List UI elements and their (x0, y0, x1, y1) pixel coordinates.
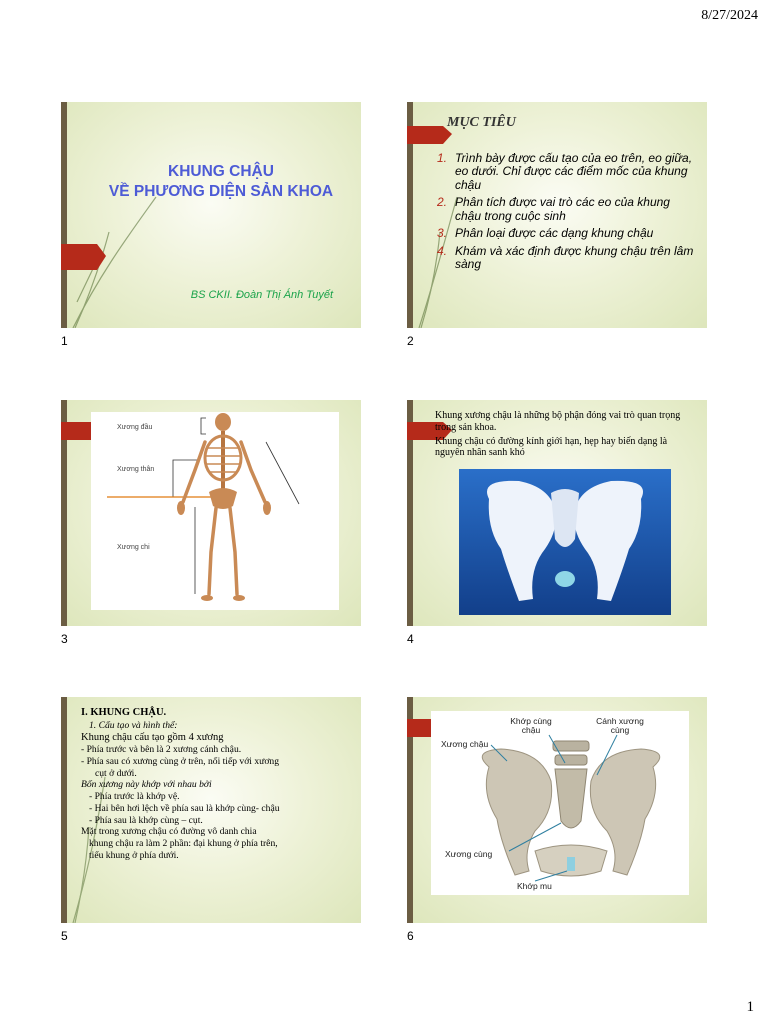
label-khop-mu: Khớp mu (517, 881, 552, 891)
item-text: Khám và xác định được khung chậu trên lâm sàng (455, 243, 694, 272)
text-paragraph: Khung chậu có đường kính giới hạn, hẹp hay biến dạng là nguyên nhân sanh khó (435, 435, 668, 459)
presentation-title (81, 162, 361, 202)
label-xuong-chi: Xương chi (117, 544, 150, 551)
title-line-1: KHUNG CHẬU (168, 163, 274, 180)
slide-3 (61, 400, 361, 626)
slide-number: 6 (407, 929, 414, 943)
text-line: Khung chậu cấu tạo gồm 4 xương (81, 731, 224, 743)
slide-number: 3 (61, 632, 68, 646)
skeleton-figure (91, 412, 339, 610)
slide-number: 1 (61, 334, 68, 348)
text-line: cụt ở dưới. (95, 767, 137, 779)
list-item (437, 245, 699, 272)
list-item (437, 152, 699, 192)
text-line: Bốn xương này khớp với nhau bởi (81, 779, 212, 791)
section-heading: I. KHUNG CHẬU. (81, 707, 167, 718)
page-number: 1 (746, 999, 754, 1015)
item-number: 1. (437, 151, 448, 165)
slide-5 (61, 697, 361, 923)
label-xuong-dau: Xương đầu (117, 424, 153, 431)
skeleton-icon (91, 412, 339, 610)
slide-4 (407, 400, 707, 626)
text-line: - Phía sau có xương cùng ở trên, nối tiếp với xương (81, 756, 280, 767)
item-number: 2. (437, 195, 448, 210)
list-item (437, 196, 699, 223)
list-item (437, 227, 699, 240)
text-line: - Hai bên hơi lệch về phía sau là khớp cùng- chậu (89, 802, 280, 814)
slide-number: 2 (407, 334, 414, 348)
slide-heading: MỤC TIÊU (447, 115, 516, 130)
slide-text (81, 707, 351, 861)
item-text: Phân loại được các dạng khung chậu (455, 226, 654, 241)
sub-heading: 1. Cấu tạo và hình thể: (89, 719, 178, 731)
slide-1 (61, 102, 361, 328)
slide-number: 4 (407, 632, 414, 646)
item-number: 4. (437, 243, 448, 258)
slide-text (435, 410, 685, 461)
page-date: 8/27/2024 (701, 8, 758, 23)
label-xuong-than: Xương thân (117, 466, 155, 473)
slide-2 (407, 102, 707, 328)
text-line: - Phía trước là khớp vệ. (89, 791, 180, 803)
item-text: Phân tích được vai trò các eo của khung chậu trong cuộc sinh (455, 195, 670, 223)
text-line: tiểu khung ở phía dưới. (89, 849, 179, 861)
label-xuong-cung: Xương cùng (445, 849, 493, 859)
slide-number: 5 (61, 929, 68, 943)
pelvis-diagram (431, 711, 689, 895)
label-xuong-chau: Xương chậu (441, 739, 489, 749)
slide-6 (407, 697, 707, 923)
objectives-list (437, 152, 699, 276)
pelvis-icon (459, 469, 671, 615)
text-line: khung chậu ra làm 2 phần: đại khung ở phía trên, (89, 837, 278, 849)
title-line-2: VỀ PHƯƠNG DIỆN SẢN KHOA (108, 183, 334, 201)
item-text: Trình bày được cấu tạo của eo trên, eo giữa, eo dưới. Chỉ được các điểm mốc của khung chậu (455, 151, 693, 192)
text-line: - Phía trước và bên là 2 xương cánh chậu. (81, 744, 242, 756)
label-khop-cung-chau: Khớp cùng chậu (510, 716, 552, 736)
author: BS CKII. Đoàn Thị Ánh Tuyết (190, 289, 333, 301)
text-line: Mặt trong xương chậu có đường vô danh chia (81, 826, 257, 838)
text-line: - Phía sau là khớp cùng – cụt. (89, 814, 203, 826)
item-number: 3. (437, 226, 448, 241)
label-canh-xuong-cung: Cánh xương cùng (596, 716, 644, 736)
text-paragraph: Khung xương chậu là những bộ phận đóng vai trò quan trọng trong sản khoa. (435, 410, 681, 433)
